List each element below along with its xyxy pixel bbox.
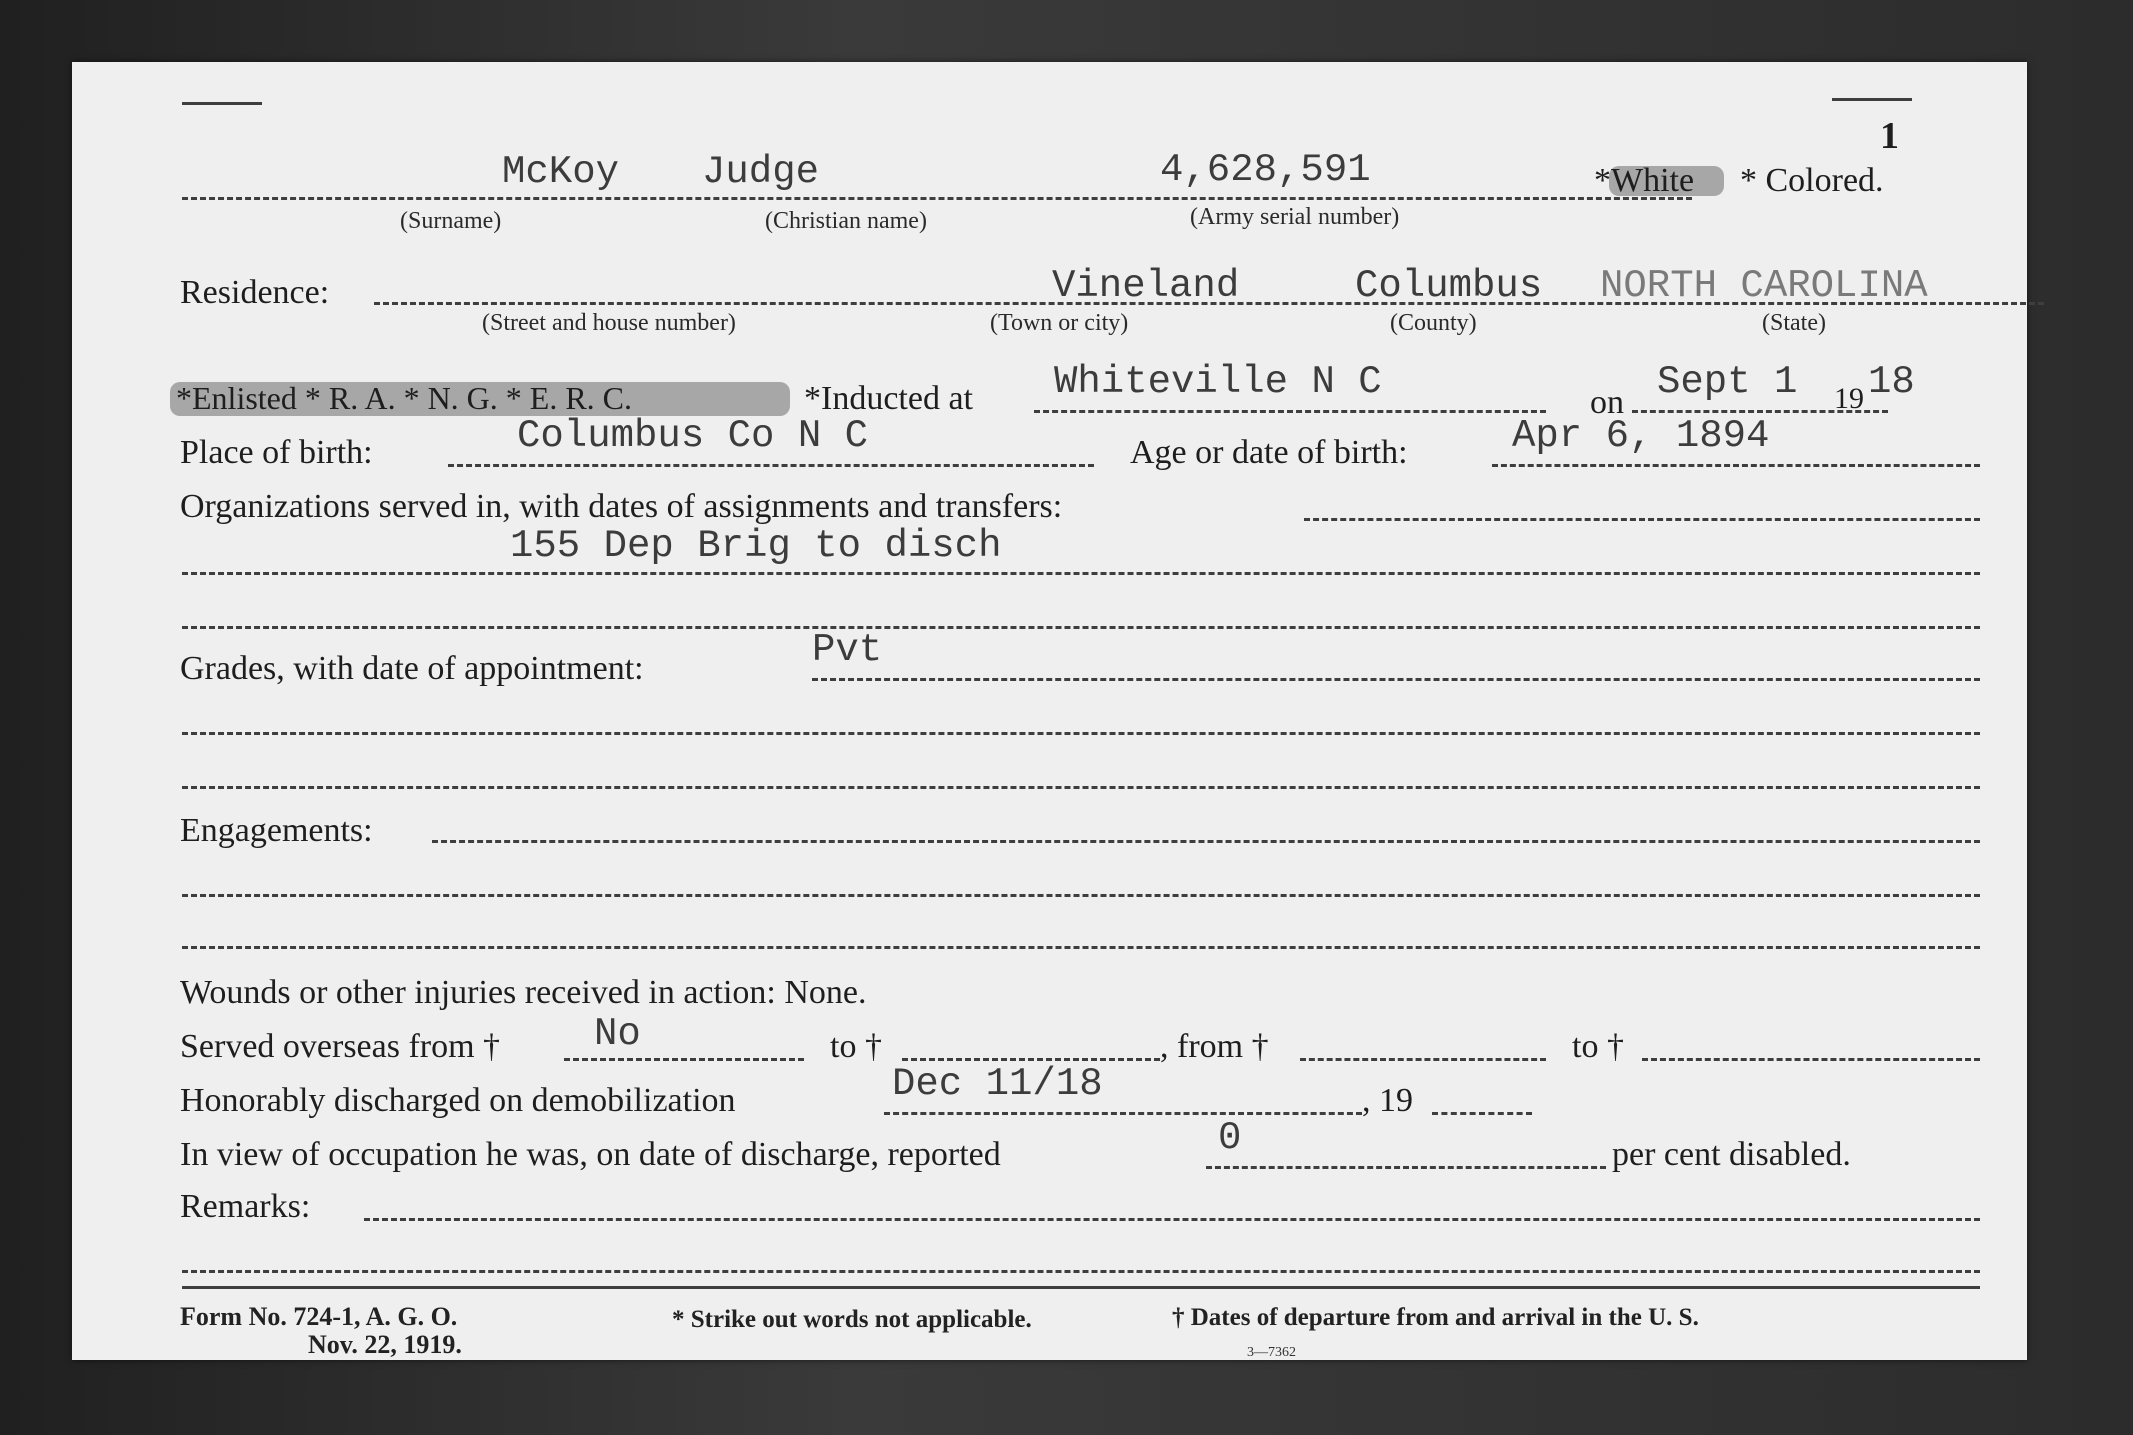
birth-place-line	[448, 464, 1094, 467]
grades-line-3	[182, 786, 1980, 789]
residence-town-value: Vineland	[1052, 264, 1240, 308]
race-colored-label: * Colored.	[1740, 162, 1884, 199]
place-of-birth-label: Place of birth:	[180, 434, 373, 471]
grades-value: Pvt	[812, 628, 883, 672]
disability-value-line	[1206, 1166, 1606, 1169]
overseas-to-line-1	[902, 1058, 1160, 1061]
top-left-rule	[182, 102, 262, 105]
christian-name-value: Judge	[702, 150, 820, 194]
inducted-place-value: Whiteville N C	[1054, 360, 1382, 404]
surname-caption: (Surname)	[400, 208, 502, 234]
engagements-line-1	[432, 840, 1980, 843]
army-serial-value: 4,628,591	[1160, 148, 1371, 192]
birth-date-line	[1492, 464, 1980, 467]
organizations-line-3	[182, 626, 1980, 629]
army-serial-caption: (Army serial number)	[1190, 204, 1400, 230]
overseas-to-label-1: to †	[830, 1028, 882, 1065]
organizations-label: Organizations served in, with dates of assignments and transfers:	[180, 488, 1063, 525]
remarks-line-2	[182, 1270, 1980, 1273]
induction-year-prefix: 19	[1834, 382, 1864, 415]
engagements-line-2	[182, 894, 1980, 897]
grades-line-2	[182, 732, 1980, 735]
inducted-label: *Inducted at	[804, 380, 973, 417]
organizations-line-1	[1304, 518, 1980, 521]
christian-name-caption: (Christian name)	[765, 208, 927, 234]
discharge-year-line	[1432, 1112, 1532, 1115]
disability-suffix: per cent disabled.	[1612, 1136, 1851, 1173]
discharge-year-prefix: , 19	[1362, 1082, 1413, 1119]
residence-county-value: Columbus	[1355, 264, 1543, 308]
remarks-label: Remarks:	[180, 1188, 311, 1225]
state-caption: (State)	[1762, 310, 1826, 336]
on-label: on	[1590, 384, 1624, 421]
form-date: Nov. 22, 1919.	[308, 1330, 462, 1359]
enlisted-options: *Enlisted * R. A. * N. G. * E. R. C.	[176, 380, 633, 416]
top-right-rule	[1832, 98, 1912, 101]
street-caption: (Street and house number)	[482, 310, 736, 336]
birth-date-value: Apr 6, 1894	[1512, 414, 1770, 458]
grades-line-1	[812, 678, 1980, 681]
name-line	[182, 197, 1692, 200]
overseas-from-label-2: , from †	[1160, 1028, 1269, 1065]
residence-state-value: NORTH CAROLINA	[1600, 264, 1928, 308]
disability-label: In view of occupation he was, on date of discharge, reported	[180, 1136, 1001, 1173]
strike-out-note: * Strike out words not applicable.	[672, 1306, 1032, 1333]
served-overseas-label: Served overseas from †	[180, 1028, 501, 1065]
served-overseas-value: No	[594, 1012, 641, 1056]
overseas-to-label-2: to †	[1572, 1028, 1624, 1065]
print-code: 3—7362	[1247, 1345, 1296, 1360]
town-caption: (Town or city)	[990, 310, 1129, 336]
overseas-from-line	[564, 1058, 804, 1061]
card-number: 1	[1880, 115, 1899, 157]
discharge-date-value: Dec 11/18	[892, 1062, 1103, 1106]
induction-date-value: Sept 1	[1657, 360, 1798, 404]
surname-value: McKoy	[502, 150, 620, 194]
overseas-to-line-2	[1642, 1058, 1980, 1061]
organizations-line-2	[182, 572, 1980, 575]
overseas-from-line-2	[1300, 1058, 1546, 1061]
county-caption: (County)	[1390, 310, 1477, 336]
footer-rule	[182, 1286, 1980, 1289]
age-or-birth-date-label: Age or date of birth:	[1130, 434, 1408, 471]
remarks-line-1	[364, 1218, 1980, 1221]
organizations-value: 155 Dep Brig to disch	[510, 524, 1002, 568]
engagements-line-3	[182, 946, 1980, 949]
service-record-card	[72, 62, 2027, 1360]
engagements-label: Engagements:	[180, 812, 373, 849]
wounds-label: Wounds or other injuries received in action: None.	[180, 974, 867, 1011]
dates-note: † Dates of departure from and arrival in the U. S.	[1172, 1304, 1699, 1331]
discharge-date-line	[884, 1112, 1362, 1115]
race-white-label: *White	[1594, 162, 1695, 199]
form-number: Form No. 724-1, A. G. O.	[180, 1302, 458, 1331]
induction-year-suffix: 18	[1868, 360, 1915, 404]
disability-value: 0	[1218, 1116, 1242, 1160]
residence-label: Residence:	[180, 274, 330, 311]
grades-label: Grades, with date of appointment:	[180, 650, 644, 687]
birth-place-value: Columbus Co N C	[517, 414, 869, 458]
inducted-place-line	[1034, 410, 1546, 413]
discharge-label: Honorably discharged on demobilization	[180, 1082, 736, 1119]
